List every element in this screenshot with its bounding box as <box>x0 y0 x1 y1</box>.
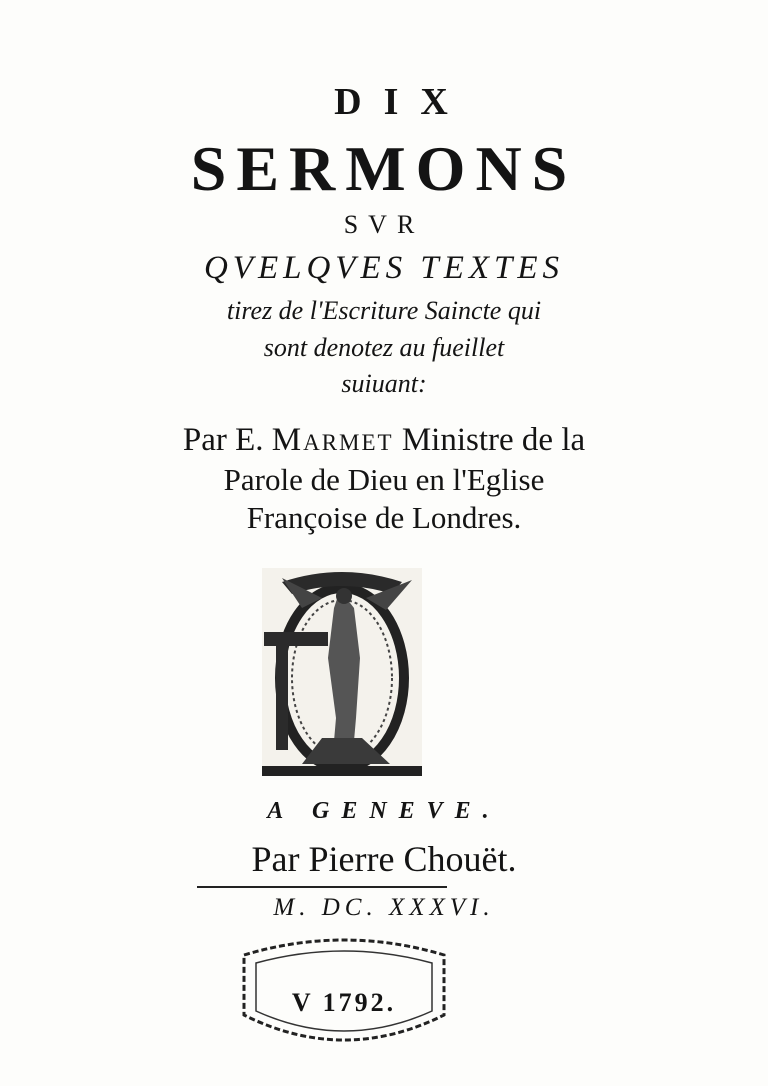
author-suffix: Ministre de la <box>401 422 586 458</box>
imprint-printer: Par Pierre Chouët. <box>251 839 517 879</box>
title-quelques-textes: QVELQVES TEXTES <box>203 250 565 286</box>
author-prefix: Par E. <box>182 422 264 458</box>
subtitle-line-1: tirez de l'Escriture Saincte qui <box>226 296 542 325</box>
author-line-1 <box>0 422 768 459</box>
title-sur: SVR <box>343 210 425 239</box>
author-line-3: Françoise de Londres. <box>246 500 522 535</box>
stamp-text: V 1792. <box>291 988 397 1017</box>
author-name: Marmet <box>271 422 394 458</box>
subtitle-line-2: sont denotez au fueillet <box>263 333 505 362</box>
woodcut-ornament-icon <box>262 568 422 776</box>
title-dix: DIX <box>334 81 470 123</box>
imprint-date: M. DC. XXXVI. <box>273 894 495 921</box>
subtitle-line-3: suiuant: <box>341 369 427 398</box>
title-sermons: SERMONS <box>190 133 578 204</box>
author-line-2: Parole de Dieu en l'Eglise <box>223 462 545 497</box>
divider-rule <box>197 886 447 888</box>
imprint-place: A GENEVE. <box>267 798 501 824</box>
